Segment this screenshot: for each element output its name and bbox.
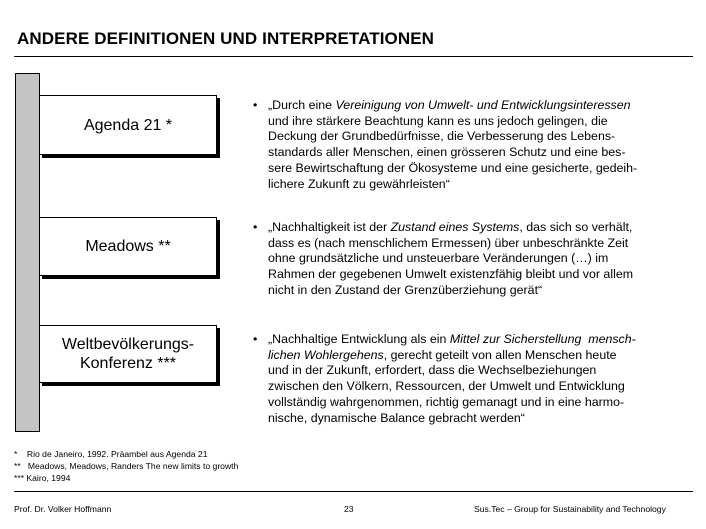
quote-line bbox=[268, 236, 693, 252]
quote-bullet-meadows bbox=[253, 220, 693, 299]
quote-segment: ohne grundsätzliche und unsteuerbare Veränderungen (…) im bbox=[268, 251, 609, 266]
quote-line bbox=[268, 98, 693, 114]
quote-line bbox=[268, 145, 693, 161]
quote-segment: Rahmen der gegebenen Umwelt existenzfähig bleibt und vor allem bbox=[268, 267, 634, 282]
quote-segment: , gerecht geteilt von allen Menschen heute bbox=[383, 347, 617, 362]
quote-line bbox=[268, 267, 693, 283]
grey-side-bar bbox=[15, 73, 40, 432]
quote-text bbox=[268, 98, 693, 192]
quote-segment: und ihre stärkere Beachtung kann es uns jedoch gelingen, die bbox=[268, 113, 608, 128]
quote-segment: vollständig wahrgenommen, richtig gemanagt und in eine harmo- bbox=[268, 394, 625, 409]
quote-segment: dass es (nach menschlichem Ermessen) über unbeschränkte Zeit bbox=[268, 235, 629, 250]
quote-segment: und in der Zukunft, erfordert, dass die Wechselbeziehungen bbox=[268, 363, 597, 378]
quote-line bbox=[268, 348, 693, 364]
quote-line bbox=[268, 379, 693, 395]
page-title: ANDERE DEFINITIONEN UND INTERPRETATIONEN bbox=[17, 29, 435, 48]
bullet-marker: • bbox=[253, 332, 258, 346]
bullet-marker: • bbox=[253, 98, 258, 112]
quote-segment: sere Bewirtschaftung der Ökosysteme und eine gesicherte, gedeih- bbox=[268, 160, 638, 175]
source-label-line: Meadows ** bbox=[85, 238, 171, 255]
quote-text bbox=[268, 332, 693, 426]
quote-segment: „Nachhaltigkeit ist der bbox=[268, 220, 391, 234]
quote-bullet-agenda21 bbox=[253, 98, 693, 192]
source-box-agenda21 bbox=[39, 95, 217, 155]
footer-divider bbox=[14, 491, 693, 492]
quote-emphasis: Vereinigung von Umwelt- und Entwicklungsinteressen bbox=[335, 98, 631, 112]
quote-line bbox=[268, 283, 693, 299]
footer-organization: Sus.Tec – Group for Sustainability and Technology bbox=[474, 504, 666, 514]
source-box-weltbevoelkerungskonferenz bbox=[39, 325, 217, 383]
title-divider bbox=[14, 56, 693, 57]
quote-segment: „Durch eine bbox=[268, 98, 336, 112]
quote-emphasis: Mittel zur Sicherstellung mensch- bbox=[449, 332, 636, 346]
quote-line bbox=[268, 177, 693, 193]
footnote: ** Meadows, Meadows, Randers The new limits to growth bbox=[14, 461, 239, 472]
bullet-marker: • bbox=[253, 220, 258, 234]
source-label-line: Weltbevölkerungs- bbox=[61, 336, 195, 353]
quote-emphasis: lichen Wohlergehens bbox=[268, 347, 384, 362]
quote-line bbox=[268, 129, 693, 145]
quote-segment: , das sich so verhält, bbox=[519, 220, 633, 234]
quote-line bbox=[268, 114, 693, 130]
quote-bullet-weltbevoelkerungskonferenz bbox=[253, 332, 693, 426]
source-label-line: Konferenz *** bbox=[79, 355, 177, 372]
quote-segment: lichere Zukunft zu gewährleisten“ bbox=[268, 176, 450, 191]
footer-page-number: 23 bbox=[344, 504, 354, 514]
quote-segment: nicht in den Zustand der Grenzüberziehung gerät“ bbox=[268, 282, 543, 297]
quote-line bbox=[268, 395, 693, 411]
quote-line bbox=[268, 411, 693, 427]
quote-text bbox=[268, 220, 693, 299]
quote-segment: „Nachhaltige Entwicklung als ein bbox=[268, 332, 450, 346]
footnote: *** Kairo, 1994 bbox=[14, 473, 71, 484]
footer-author: Prof. Dr. Volker Hoffmann bbox=[14, 504, 112, 514]
source-box-meadows bbox=[39, 217, 217, 276]
quote-line bbox=[268, 220, 693, 236]
quote-line bbox=[268, 363, 693, 379]
quote-segment: standards aller Menschen, einen grösseren Schutz und eine bes- bbox=[268, 145, 626, 160]
quote-line bbox=[268, 332, 693, 348]
footnote: * Rio de Janeiro, 1992. Präambel aus Agenda 21 bbox=[14, 449, 208, 459]
source-label-line: Agenda 21 * bbox=[83, 116, 173, 134]
quote-emphasis: Zustand eines Systems bbox=[390, 220, 520, 234]
quote-segment: Deckung der Grundbedürfnisse, die Verbesserung des Lebens- bbox=[268, 129, 616, 144]
quote-line bbox=[268, 161, 693, 177]
quote-segment: zwischen den Völkern, Ressourcen, der Umwelt und Entwicklung bbox=[268, 379, 625, 394]
quote-segment: nische, dynamische Balance gebracht werden“ bbox=[268, 410, 525, 425]
footnotes bbox=[14, 448, 238, 485]
quote-line bbox=[268, 251, 693, 267]
